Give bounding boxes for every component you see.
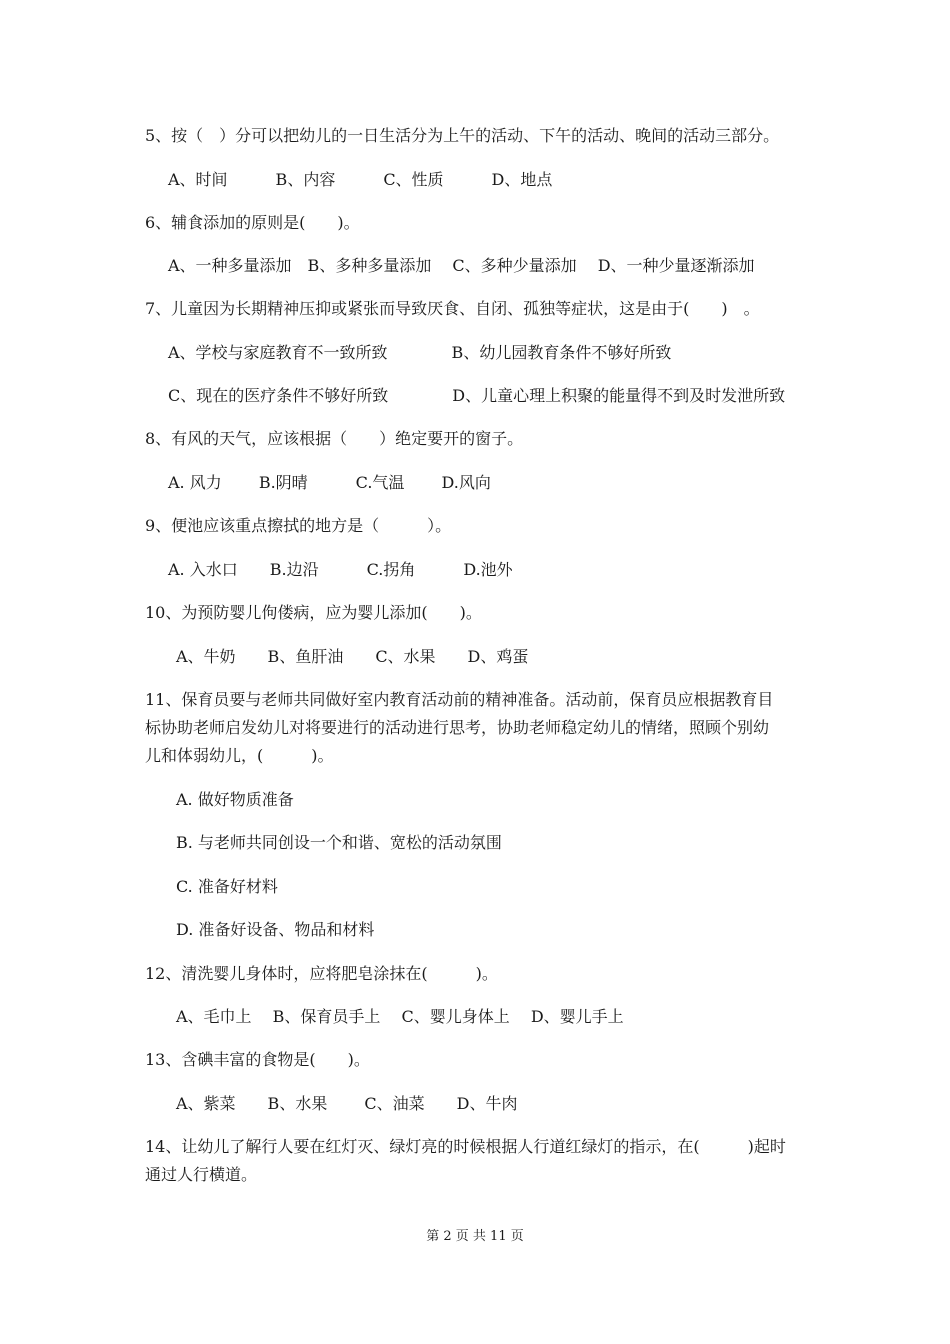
options-7-ab: A、学校与家庭教育不一致所致 B、幼儿园教育条件不够好所致: [168, 343, 672, 362]
question-12: 12、清洗婴儿身体时，应将肥皂涂抹在( )。: [145, 964, 498, 983]
question-6: 6、辅食添加的原则是( )。: [145, 213, 360, 232]
question-14-line-1: 14、让幼儿了解行人要在红灯灭、绿灯亮的时候根据人行道红绿灯的指示，在( )起时: [145, 1137, 786, 1156]
question-11-line-3: 儿和体弱幼儿，( )。: [145, 746, 334, 765]
question-11-line-1: 11、保育员要与老师共同做好室内教育活动前的精神准备。活动前，保育员应根据教育目: [145, 690, 774, 709]
question-5: 5、按（ ）分可以把幼儿的一日生活分为上午的活动、下午的活动、晚间的活动三部分。: [145, 126, 780, 145]
question-7: 7、儿童因为长期精神压抑或紧张而导致厌食、自闭、孤独等症状，这是由于( ) 。: [145, 299, 760, 318]
options-10: A、牛奶 B、鱼肝油 C、水果 D、鸡蛋: [176, 647, 529, 666]
option-11-b: B. 与老师共同创设一个和谐、宽松的活动氛围: [176, 833, 502, 852]
question-11-line-2: 标协助老师启发幼儿对将要进行的活动进行思考，协助老师稳定幼儿的情绪，照顾个别幼: [145, 718, 770, 737]
option-11-a: A. 做好物质准备: [176, 790, 294, 809]
options-5: A、时间 B、内容 C、性质 D、地点: [168, 170, 553, 189]
options-13: A、紫菜 B、水果 C、油菜 D、牛肉: [176, 1094, 518, 1113]
option-11-c: C. 准备好材料: [176, 877, 278, 896]
option-11-d: D. 准备好设备、物品和材料: [176, 920, 375, 939]
options-7-cd: C、现在的医疗条件不够好所致 D、儿童心理上积聚的能量得不到及时发泄所致: [168, 386, 786, 405]
question-10: 10、为预防婴儿佝偻病，应为婴儿添加( )。: [145, 603, 482, 622]
options-6: A、一种多量添加 B、多种多量添加 C、多种少量添加 D、一种少量逐渐添加: [168, 256, 755, 275]
page-footer: 第 2 页 共 11 页: [426, 1229, 524, 1244]
options-8: A. 风力 B.阴晴 C.气温 D.风向: [168, 473, 491, 492]
question-14-line-2: 通过人行横道。: [145, 1165, 258, 1184]
question-13: 13、含碘丰富的食物是( )。: [145, 1050, 370, 1069]
options-9: A. 入水口 B.边沿 C.拐角 D.池外: [168, 560, 513, 579]
question-9: 9、便池应该重点擦拭的地方是（ ）。: [145, 516, 452, 535]
options-12: A、毛巾上 B、保育员手上 C、婴儿身体上 D、婴儿手上: [176, 1007, 624, 1026]
question-8: 8、有风的天气，应该根据（ ）绝定要开的窗子。: [145, 429, 524, 448]
